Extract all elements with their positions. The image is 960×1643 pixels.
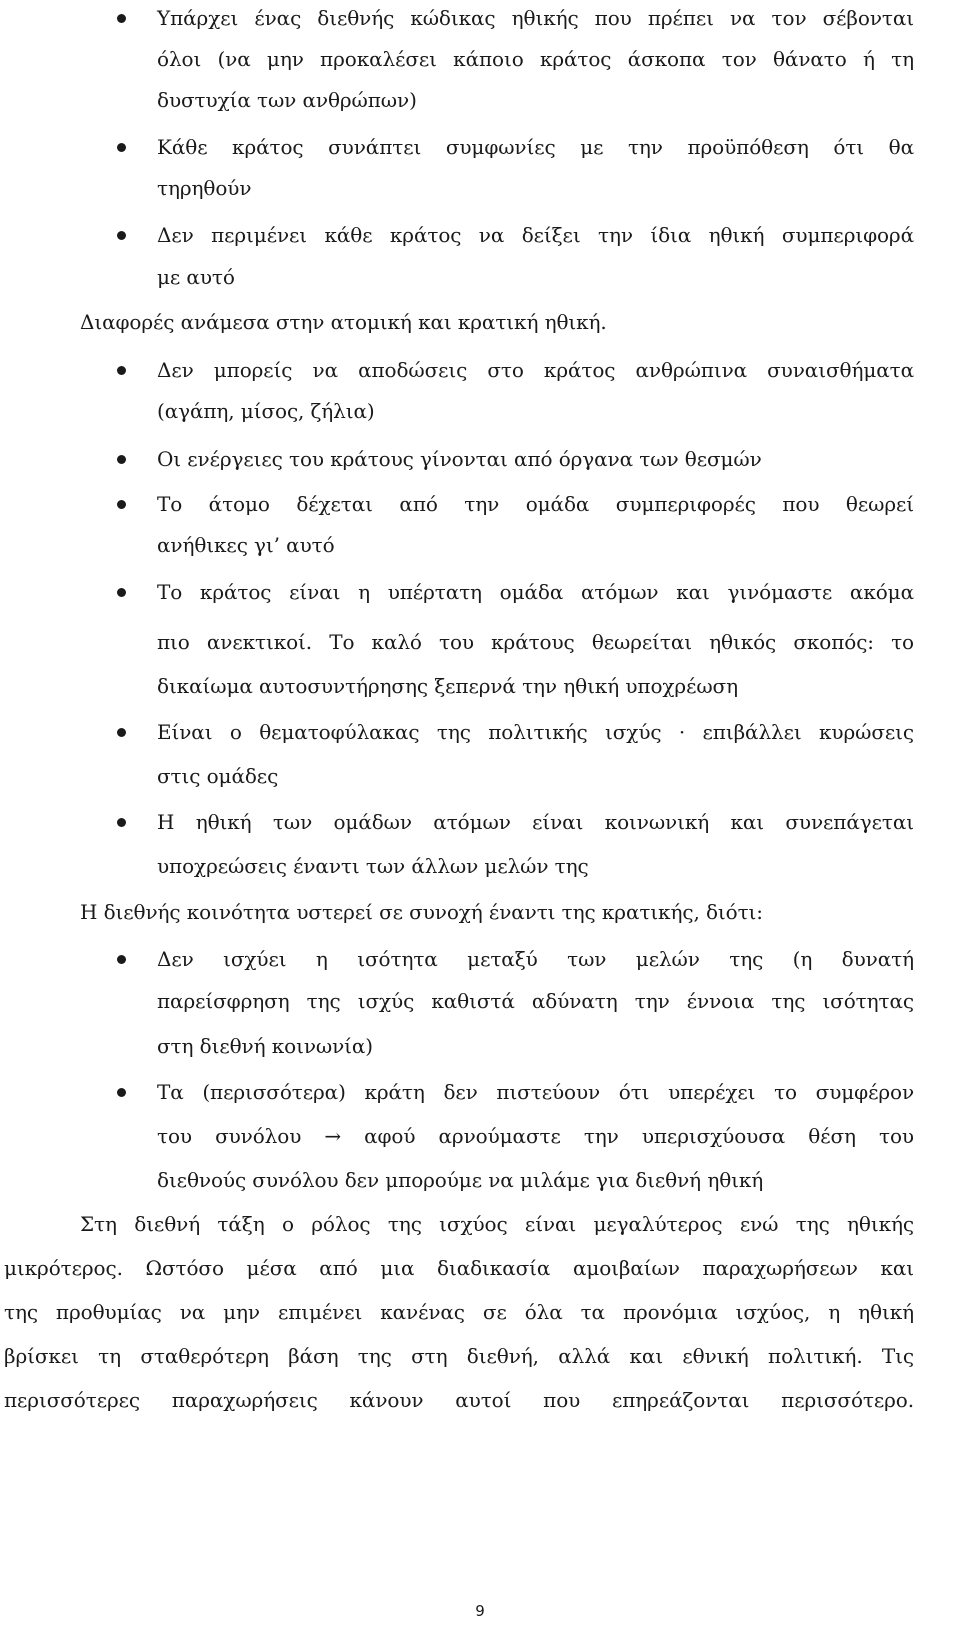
paragraph-line: μικρότερος. Ωστόσο μέσα από μια διαδικασία αμοιβαίων παραχωρήσεων και	[4, 1256, 914, 1280]
bullet-icon	[117, 455, 126, 464]
paragraph-line: βρίσκει τη σταθερότερη βάση της στη διεθνή, αλλά και εθνική πολιτική. Τις	[4, 1344, 914, 1368]
text-line: (αγάπη, μίσος, ζήλια)	[157, 399, 375, 423]
bullet-icon	[117, 818, 126, 827]
text-line: όλοι (να μην προκαλέσει κάποιο κράτος άσκοπα τον θάνατο ή τη	[157, 47, 914, 71]
text-line: Δεν περιμένει κάθε κράτος να δείξει την ίδια ηθική συμπεριφορά	[157, 223, 914, 247]
text-line: Το άτομο δέχεται από την ομάδα συμπεριφορές που θεωρεί	[157, 492, 914, 516]
text-line: του συνόλου → αφού αρνούμαστε την υπερισχύουσα θέση του	[157, 1124, 914, 1148]
text-line: Η ηθική των ομάδων ατόμων είναι κοινωνική και συνεπάγεται	[157, 810, 914, 834]
paragraph-line: περισσότερες παραχωρήσεις κάνουν αυτοί που επηρεάζονται περισσότερο.	[4, 1388, 914, 1412]
text-line: τηρηθούν	[157, 176, 252, 200]
text-line: στη διεθνή κοινωνία)	[157, 1034, 373, 1058]
text-line: ανήθικες γι’ αυτό	[157, 533, 335, 557]
text-line: Κάθε κράτος συνάπτει συμφωνίες με την προϋπόθεση ότι θα	[157, 135, 914, 159]
paragraph-line: της προθυμίας να μην επιμένει κανένας σε όλα τα προνόμια ισχύος, η ηθική	[4, 1300, 914, 1324]
text-line: διεθνούς συνόλου δεν μπορούμε να μιλάμε για διεθνή ηθική	[157, 1168, 764, 1192]
bullet-icon	[117, 366, 126, 375]
text-line: πιο ανεκτικοί. Το καλό του κράτους θεωρείται ηθικός σκοπός: το	[157, 630, 914, 654]
text-line: στις ομάδες	[157, 764, 279, 788]
text-line: Υπάρχει ένας διεθνής κώδικας ηθικής που πρέπει να τον σέβονται	[157, 6, 914, 30]
page-number: 9	[475, 1602, 485, 1620]
paragraph-line: Στη διεθνή τάξη ο ρόλος της ισχύος είναι μεγαλύτερος ενώ της ηθικής	[80, 1212, 914, 1236]
text-line: Είναι ο θεματοφύλακας της πολιτικής ισχύς · επιβάλλει κυρώσεις	[157, 720, 914, 744]
bullet-icon	[117, 500, 126, 509]
bullet-icon	[117, 1088, 126, 1097]
bullet-icon	[117, 955, 126, 964]
text-line: Τα (περισσότερα) κράτη δεν πιστεύουν ότι υπερέχει το συμφέρον	[157, 1080, 914, 1104]
text-line: Δεν ισχύει η ισότητα μεταξύ των μελών της (η δυνατή	[157, 947, 914, 971]
bullet-icon	[117, 231, 126, 240]
text-line: δικαίωμα αυτοσυντήρησης ξεπερνά την ηθική υποχρέωση	[157, 674, 738, 698]
text-line: Το κράτος είναι η υπέρτατη ομάδα ατόμων και γινόμαστε ακόμα	[157, 580, 914, 604]
section-heading: Διαφορές ανάμεσα στην ατομική και κρατική ηθική.	[80, 310, 607, 334]
text-line: Δεν μπορείς να αποδώσεις στο κράτος ανθρώπινα συναισθήματα	[157, 358, 914, 382]
text-line: υποχρεώσεις έναντι των άλλων μελών της	[157, 854, 589, 878]
section-heading: Η διεθνής κοινότητα υστερεί σε συνοχή έναντι της κρατικής, διότι:	[80, 900, 763, 924]
text-line: Οι ενέργειες του κράτους γίνονται από όργανα των θεσμών	[157, 447, 762, 471]
text-line: δυστυχία των ανθρώπων)	[157, 88, 417, 112]
text-line: παρείσφρηση της ισχύς καθιστά αδύνατη την έννοια της ισότητας	[157, 989, 914, 1013]
bullet-icon	[117, 588, 126, 597]
bullet-icon	[117, 14, 126, 23]
text-line: με αυτό	[157, 265, 235, 289]
bullet-icon	[117, 728, 126, 737]
bullet-icon	[117, 143, 126, 152]
